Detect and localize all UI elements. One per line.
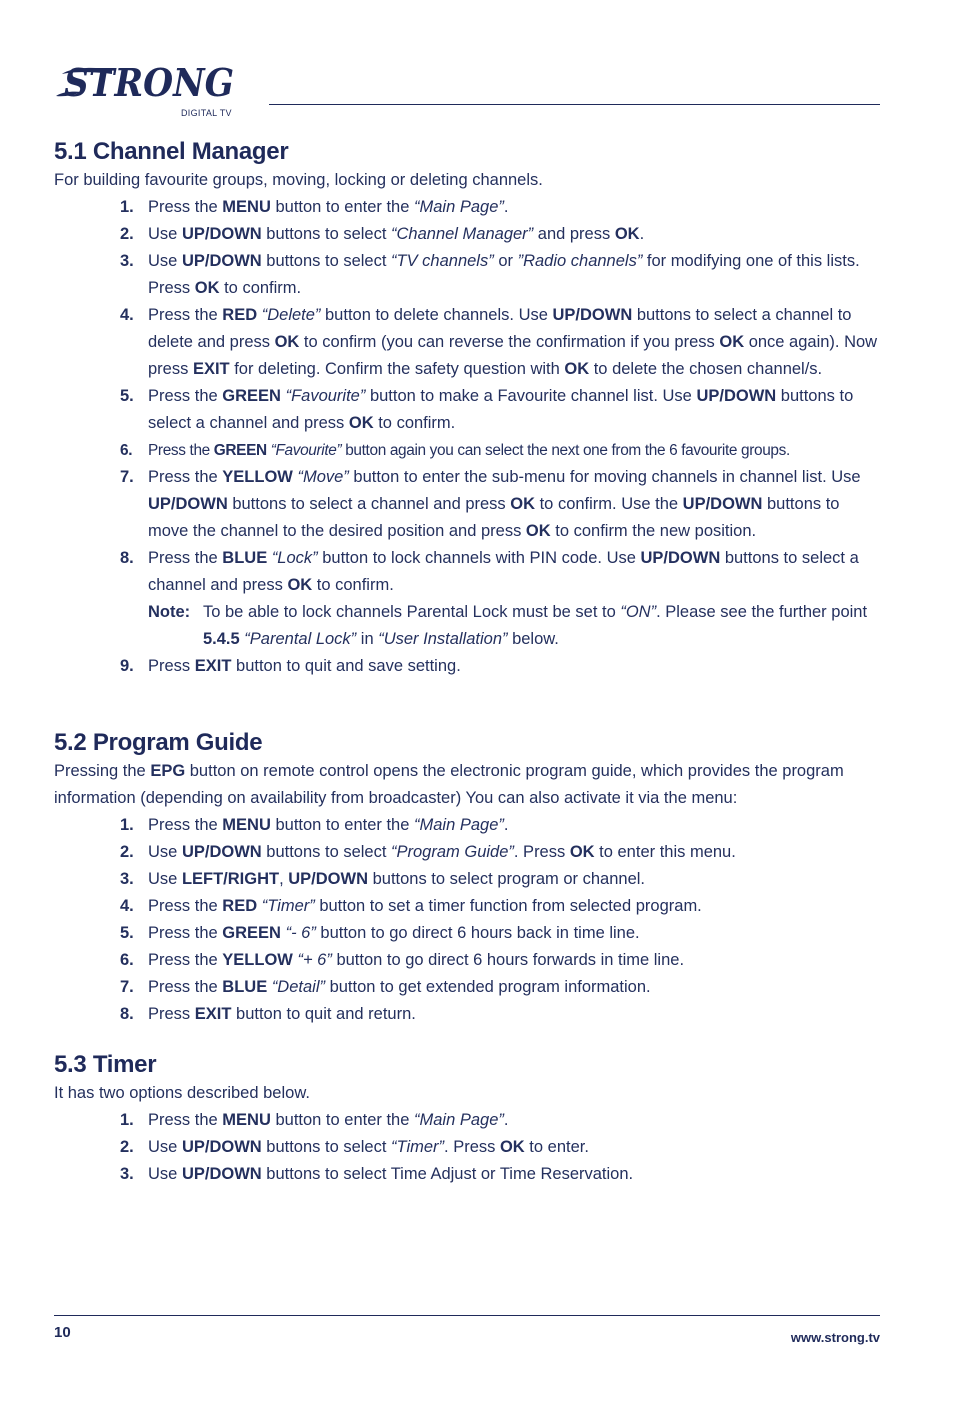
step-item: 8. Press EXIT button to quit and return. — [54, 1001, 884, 1028]
note-label: Note: — [148, 603, 191, 621]
strong-logo — [52, 62, 242, 122]
steps-list — [54, 653, 884, 680]
step-number: 8. — [120, 549, 134, 567]
steps-list — [54, 812, 884, 1028]
step-item: 6. Press the GREEN “Favourite” button again you can select the next one from the 6 favourite groups. — [54, 437, 884, 464]
step-number: 4. — [120, 306, 134, 324]
step-item: 2. Use UP/DOWN buttons to select “Program Guide”. Press OK to enter this menu. — [54, 839, 884, 866]
step-number: 7. — [120, 978, 134, 996]
step-item: 7. Press the BLUE “Detail” button to get extended program information. — [54, 974, 884, 1001]
section-title: 5.2 Program Guide — [54, 729, 263, 756]
website-link[interactable]: www.strong.tv — [790, 1330, 880, 1345]
step-number: 6. — [120, 442, 133, 459]
step-item: 1. Press the MENU button to enter the “Main Page”. — [54, 1107, 884, 1134]
steps-list — [54, 194, 884, 599]
step-item: 1. Press the MENU button to enter the “Main Page”. — [54, 812, 884, 839]
step-number: 1. — [120, 816, 134, 834]
step-number: 2. — [120, 225, 134, 243]
step-number: 1. — [120, 1111, 134, 1129]
step-number: 3. — [120, 252, 134, 270]
step-number: 7. — [120, 468, 134, 486]
section-channel-manager — [54, 137, 884, 680]
step-number: 3. — [120, 1165, 134, 1183]
section-intro: It has two options described below. — [54, 1084, 310, 1102]
step-number: 5. — [120, 924, 134, 942]
note — [54, 599, 884, 653]
step-item: 7. Press the YELLOW “Move” button to enter the sub-menu for moving channels in channel list. Use UP/DOWN buttons to select a channel and press OK to confirm. Use the UP/DOWN buttons to move the channel to the desired position and press OK to confirm the new position. — [54, 464, 884, 545]
section-timer — [54, 1050, 884, 1188]
section-intro: For building favourite groups, moving, locking or deleting channels. — [54, 171, 543, 189]
step-item: 3. Use UP/DOWN buttons to select Time Adjust or Time Reservation. — [54, 1161, 884, 1188]
step-number: 8. — [120, 1005, 134, 1023]
step-number: 2. — [120, 1138, 134, 1156]
step-number: 2. — [120, 843, 134, 861]
step-number: 5. — [120, 387, 134, 405]
step-item: 6. Press the YELLOW “+ 6” button to go direct 6 hours forwards in time line. — [54, 947, 884, 974]
step-number: 6. — [120, 951, 134, 969]
step-item: 1. Press the MENU button to enter the “Main Page”. — [54, 194, 884, 221]
step-item: 3. Use LEFT/RIGHT, UP/DOWN buttons to select program or channel. — [54, 866, 884, 893]
step-item: 9. Press EXIT button to quit and save setting. — [54, 653, 884, 680]
step-number: 4. — [120, 897, 134, 915]
step-number: 9. — [120, 657, 134, 675]
step-item: 4. Press the RED “Delete” button to delete channels. Use UP/DOWN buttons to select a channel to delete and press OK to confirm (you can reverse the confirmation if you press OK once again). Now press EXIT for deleting. Confirm the safety question with OK to delete the chosen channel/s. — [54, 302, 884, 383]
step-item: 5. Press the GREEN “- 6” button to go direct 6 hours back in time line. — [54, 920, 884, 947]
svg-text:STRONG: STRONG — [64, 62, 234, 102]
steps-list — [54, 1107, 884, 1188]
step-number: 3. — [120, 870, 134, 888]
step-item: 8. Press the BLUE “Lock” button to lock channels with PIN code. Use UP/DOWN buttons to select a channel and press OK to confirm. — [54, 545, 884, 599]
header-rule — [269, 104, 880, 105]
page-number: 10 — [54, 1324, 71, 1341]
logo-wordmark-icon — [52, 62, 242, 102]
note-text: To be able to lock channels Parental Lock must be set to “ON”. Please see the further point 5.4.5 “Parental Lock” in “User Installation” below. — [203, 603, 868, 648]
step-item: 5. Press the GREEN “Favourite” button to make a Favourite channel list. Use UP/DOWN buttons to select a channel and press OK to confirm. — [54, 383, 884, 437]
section-title: 5.1 Channel Manager — [54, 138, 289, 165]
step-item: 3. Use UP/DOWN buttons to select “TV channels” or ”Radio channels” for modifying one of this lists. Press OK to confirm. — [54, 248, 884, 302]
footer-rule — [54, 1315, 880, 1316]
logo-tagline: DIGITAL TV — [181, 108, 232, 118]
section-intro: Pressing the EPG button on remote control opens the electronic program guide, which provides the program information (depending on availability from broadcaster) You can also activate it via the menu: — [54, 762, 844, 807]
section-program-guide — [54, 728, 884, 1028]
step-number: 1. — [120, 198, 134, 216]
step-item: 2. Use UP/DOWN buttons to select “Timer”. Press OK to enter. — [54, 1134, 884, 1161]
step-item: 2. Use UP/DOWN buttons to select “Channel Manager” and press OK. — [54, 221, 884, 248]
section-title: 5.3 Timer — [54, 1051, 157, 1078]
step-item: 4. Press the RED “Timer” button to set a timer function from selected program. — [54, 893, 884, 920]
